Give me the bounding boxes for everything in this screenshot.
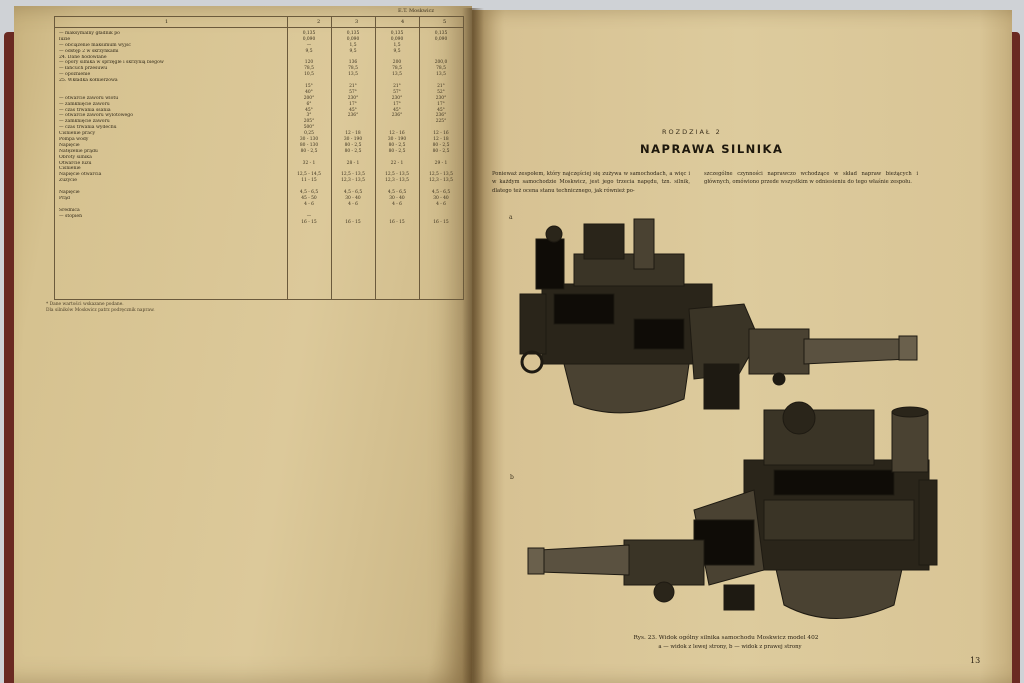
spec-cell: 236°	[347, 113, 359, 119]
engine-illustration-a	[514, 214, 924, 419]
spec-cell: 12,3 - 13,5	[341, 178, 365, 184]
spec-cell: 12,5 - 13,5	[341, 172, 365, 178]
col-header-5: 5	[443, 19, 447, 25]
spec-cell: 230°	[347, 95, 359, 101]
spec-cell: 9,5	[349, 48, 357, 54]
spec-cell: 12 - 16	[433, 131, 449, 137]
spec-cell: 80 - 2,5	[344, 148, 362, 154]
spec-row-label: luzie	[59, 36, 71, 42]
spec-cell: 28 - 1	[346, 160, 360, 166]
spec-row-label	[59, 220, 285, 226]
figure-label-b: b	[510, 474, 514, 481]
spec-row-label: Zużycie	[59, 178, 77, 184]
spec-cell: 78,5	[436, 66, 446, 72]
spec-row-label: Obroty silnika	[59, 154, 92, 160]
figure-label-a: a	[509, 214, 513, 221]
spec-cell: 0,25	[304, 131, 314, 137]
spec-cell: 200	[392, 60, 402, 66]
spec-row-label: — otwarcie zaworu wlotu	[59, 95, 119, 101]
chapter-label: ROZDZIAŁ 2	[662, 128, 722, 136]
footnote-line-1: * Dane wartości wskazane podane.	[46, 302, 124, 307]
spec-cell: 16 - 15	[433, 219, 449, 225]
spec-cell: 12 - 18	[433, 137, 449, 143]
spec-row-label: — stopień	[59, 213, 83, 219]
spec-cell: 30 - 40	[345, 195, 361, 201]
spec-cell: 0,090	[346, 36, 360, 42]
spec-cell: 12 - 16	[389, 131, 405, 137]
spec-cell: 30 - 40	[433, 195, 449, 201]
spec-cell: 17°	[393, 101, 401, 107]
col-header-2: 2	[317, 19, 321, 25]
figure-caption-sub: a — widok z lewej strony, b — widok z prawej strony	[658, 644, 802, 650]
spec-labels	[59, 31, 285, 225]
spec-row-label: — zamknięcie zaworu	[59, 119, 110, 125]
spec-cell: 80 - 2,5	[388, 148, 406, 154]
spec-row-label: Napięcie	[59, 142, 80, 148]
spec-row-label: — odstęp 2 w skrzynkami	[59, 48, 119, 54]
spec-values-col2	[333, 31, 373, 225]
spec-cell: 4,5 - 6,5	[431, 190, 451, 196]
spec-row-label: — opory silnika w sprzęgle i skrzynią biegów	[59, 60, 164, 66]
table-divider	[331, 17, 332, 299]
spec-cell: 45°	[349, 107, 357, 113]
spec-cell: 12,3 - 13,5	[385, 178, 409, 184]
spec-cell: 45°	[305, 107, 313, 113]
table-footnote	[46, 302, 155, 314]
table-corner-label: E.T. Moskwicz	[398, 8, 435, 14]
spec-cell: 12,3 - 13,5	[429, 178, 453, 184]
spec-row-label: Ciśnienie pracy	[59, 131, 96, 137]
spec-cell: 0,135	[434, 31, 448, 36]
spec-cell: 30 - 130	[299, 137, 319, 143]
spec-table-header	[55, 17, 463, 28]
spec-cell: 80 - 2,5	[300, 148, 318, 154]
spec-cell: 30 - 190	[387, 137, 407, 143]
spec-cell: 12,5 - 13,5	[429, 172, 453, 178]
spec-row-label: 24. Dane hodowlane	[59, 54, 107, 60]
spec-row-label: Prąd	[59, 195, 70, 201]
spec-cell: 230°	[435, 95, 447, 101]
spec-cell: 80 - 2,5	[344, 142, 362, 148]
spec-cell: 10,5	[304, 72, 314, 78]
spec-row-label: — czas trwania wydechu	[59, 125, 117, 131]
spec-cell: 16 - 15	[345, 219, 361, 225]
page-number: 13	[970, 656, 981, 665]
spec-cell: 21°	[393, 84, 401, 90]
spec-cell: 236°	[435, 113, 447, 119]
spec-cell: 500°	[303, 125, 315, 131]
spec-cell: 120	[304, 60, 314, 66]
spec-cell: 0,135	[346, 31, 360, 36]
spec-cell: 40°	[305, 89, 313, 95]
spec-cell: 6°	[306, 101, 312, 107]
spec-cell: —	[306, 42, 312, 48]
spec-row-label: Pompa wody	[59, 137, 89, 143]
spec-cell: 22 - 1	[390, 160, 404, 166]
spec-cell: 17°	[349, 101, 357, 107]
spec-cell: 21°	[349, 84, 357, 90]
spec-cell: 0,135	[302, 31, 316, 36]
spec-cell: 30 - 40	[389, 195, 405, 201]
spec-row-label: — opóźnienie	[59, 72, 91, 78]
spec-cell: 4 - 6	[436, 201, 446, 207]
spec-cell: 16 - 15	[301, 219, 317, 225]
spec-cell: 78,5	[304, 66, 314, 72]
spec-cell: 136	[348, 60, 358, 66]
chapter-title: NAPRAWA SILNIKA	[640, 142, 784, 156]
spec-cell: 78,5	[348, 66, 358, 72]
spec-row-label: — czas trwania ssania	[59, 107, 111, 113]
spec-row-label: — maksymalny gładnik po	[59, 31, 120, 36]
spec-cell: 225°	[435, 119, 447, 125]
spec-cell: 45 - 50	[301, 195, 317, 201]
table-divider	[419, 17, 420, 299]
col-header-4: 4	[401, 19, 405, 25]
engine-illustration-b	[524, 400, 942, 628]
spec-cell: 200,0	[434, 60, 448, 66]
spec-cell: 57°	[393, 89, 401, 95]
spec-cell: 4,5 - 6,5	[299, 190, 319, 196]
spec-cell: 0,090	[390, 36, 404, 42]
spec-row-label: Średnica	[59, 207, 80, 213]
spec-cell: 15°	[305, 84, 313, 90]
spec-cell: 13,5	[392, 72, 402, 78]
spec-cell: 11 - 15	[301, 178, 317, 184]
spec-cell: 32 - 1	[302, 160, 316, 166]
spec-table	[54, 16, 464, 300]
spec-cell: 1,5	[393, 42, 401, 48]
spec-cell: 4 - 6	[392, 201, 402, 207]
col-header-3: 3	[355, 19, 359, 25]
spec-cell: 13,5	[436, 72, 446, 78]
spec-cell: 45°	[393, 107, 401, 113]
spec-row-label: Natężenie prądu	[59, 148, 98, 154]
spec-cell: 17°	[437, 101, 445, 107]
spec-cell: 12,5 - 13,5	[385, 172, 409, 178]
spec-values-col4	[421, 31, 461, 225]
spec-cell: 0,090	[302, 36, 316, 42]
spec-cell: 230°	[391, 95, 403, 101]
spec-cell: 0,090	[434, 36, 448, 42]
spec-row-label: — obciążenie maksimum wyjść	[59, 42, 132, 48]
spec-cell: 9,5	[393, 48, 401, 54]
table-divider	[287, 17, 288, 299]
intro-paragraph-left: Ponieważ zespołem, który najczęściej się zużywa w samochodach, a więc i w każdym samochodzie Moskwicz, jest jego trzecia napędu, tzn. silnik, dlatego też ocena stanu technicznego, jak również po-	[492, 171, 690, 194]
spec-cell: 45°	[437, 107, 445, 113]
spec-cell: 80 - 130	[299, 142, 319, 148]
spec-cell: 30 - 190	[343, 137, 363, 143]
spec-cell: 13,5	[348, 72, 358, 78]
book-spine	[462, 8, 484, 683]
spec-cell: 4,5 - 6,5	[343, 190, 363, 196]
spec-row-label: Ciśnienie	[59, 166, 81, 172]
spec-row-label: — łańcuch przesuwu	[59, 66, 108, 72]
spec-values-col1	[289, 31, 329, 225]
footnote-line-2: Dla silników Moskwicz patrz podręcznik napraw.	[46, 308, 155, 313]
spec-cell: 21°	[437, 84, 445, 90]
spec-cell: 52°	[437, 89, 445, 95]
spec-cell: 236°	[391, 113, 403, 119]
spec-cell: —	[306, 213, 312, 219]
spec-cell: 80 - 2,5	[432, 142, 450, 148]
spec-row-label: 25. Wkładka kołnierzowa	[59, 78, 118, 84]
spec-cell: 57°	[349, 89, 357, 95]
spec-cell: 29 - 1	[434, 160, 448, 166]
spec-cell: 12,5 - 14,5	[297, 172, 321, 178]
spec-values-col3	[377, 31, 417, 225]
spec-cell: 78,5	[392, 66, 402, 72]
intro-paragraph-right: szczególne czynności naprawczo wchodzące w skład napraw bieżących i głównych, omówiono przede wszystkim w odniesieniu do tego właśnie zespołu.	[704, 171, 918, 186]
table-divider	[375, 17, 376, 299]
spec-row-label: — zamknięcie zaworu	[59, 101, 110, 107]
spec-row-label: — otwarcie zaworu wylotowego	[59, 113, 133, 119]
spec-cell: 3°	[306, 113, 312, 119]
spec-cell: 4 - 6	[348, 201, 358, 207]
spec-cell: 9,5	[305, 48, 313, 54]
col-header-1: 1	[165, 19, 169, 25]
spec-row-label: Napięcie otwarcia	[59, 172, 102, 178]
spec-cell: 205°	[303, 119, 315, 125]
spec-cell: 80 - 2,5	[388, 142, 406, 148]
spec-cell: 4 - 6	[304, 201, 314, 207]
spec-cell: 80 - 2,5	[432, 148, 450, 154]
spec-cell: 4,5 - 6,5	[387, 190, 407, 196]
spec-row-label: Napięcie	[59, 190, 80, 196]
spec-cell: 1,5	[349, 42, 357, 48]
spec-cell: 16 - 15	[389, 219, 405, 225]
spec-cell: 12 - 18	[345, 131, 361, 137]
spec-row-label: Otwarcie luzu	[59, 160, 92, 166]
spec-cell: 0,135	[390, 31, 404, 36]
spec-cell: 200°	[303, 95, 315, 101]
figure-caption: Rys. 23. Widok ogólny silnika samochodu Moskwicz model 402	[633, 635, 819, 641]
